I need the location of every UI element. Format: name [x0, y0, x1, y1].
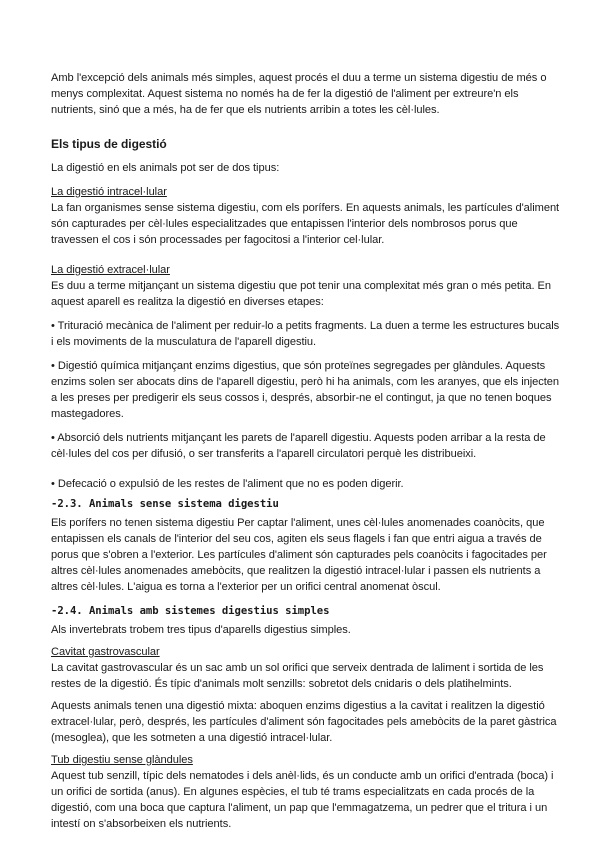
intro-paragraph: Amb l'excepció dels animals més simples, aquest procés el duu a terme un sistema digestiu de més o menys complexitat. Aquest sistema no només ha de fer la digestió de l'aliment per extreure'n els nutrients, sinó que a més, ha de fer que els nutrients arribin a totes les cèl·lules.: [51, 72, 547, 116]
section-heading-2-3: -2.3. Animals sense sistema digestiu: [51, 498, 279, 510]
section-heading-2-4: -2.4. Animals amb sistemes digestius simples: [51, 605, 330, 617]
bullet-trituracio: • Trituració mecànica de l'aliment per reduir-lo a petits fragments. La duen a terme les estructures bucals i els moviments de la musculatura de l'aparell digestiu.: [51, 320, 560, 348]
section-2-3-text: Els porífers no tenen sistema digestiu Per captar l'aliment, unes cèl·lules anomenades coanòcits, que entapissen els canals de l'interior del seu cos, agiten els seus flagels i fan que entri aigua a través de porus que s'obren a l'exterior. Les partícules d'aliment són capturades pels coanòcits i fagocitades per altres cèl·lules anomenades amebòcits, que realitzen la digestió intracel·lular i passen els nutrients a altres cèl·lules. L'aigua es torna a l'exterior per un orifici central anomenat òscul.: [51, 517, 547, 593]
intracellular-title: La digestió intracel·lular: [51, 186, 167, 198]
intracellular-block: [51, 184, 560, 248]
cavitat-title: Cavitat gastrovascular: [51, 646, 160, 658]
extracellular-block: [51, 262, 560, 492]
tub-block: [51, 752, 560, 832]
bullet-defecacio: • Defecació o expulsió de les restes de l'aliment que no es poden digerir.: [51, 478, 404, 490]
tub-title: Tub digestiu sense glàndules: [51, 754, 193, 766]
intracellular-text: La fan organismes sense sistema digestiu, com els porífers. En aquests animals, les partícules d'aliment són capturades per cèl·lules especialitzades que entapissen l'interior dels nombrosos porus que travessen el cos i són processades per fagocitosi a l'interior cel·lular.: [51, 202, 560, 246]
cavitat-text-2: Aquests animals tenen una digestió mixta: aboquen enzims digestius a la cavitat i realitzen la digestió extracel·lular, però, després, les partícules d'aliment són fagocitades pels amebòcits de la paret gàstrica (mesoglea), que les sotmeten a una digestió intracel·lular.: [51, 700, 557, 744]
tub-text: Aquest tub senzill, típic dels nematodes i dels anèl·lids, és un conducte amb un orifici d'entrada (boca) i un orifici de sortida (anus). En algunes espècies, el tub té trams especialitzats en cada procés de la digestió, com una boca que captura l'aliment, un pap que l'emmagatzema, un pedrer que el tritura i un intestí on s'absorbeixen els nutrients.: [51, 770, 554, 830]
extracellular-title: La digestió extracel·lular: [51, 264, 170, 276]
cavitat-block: [51, 644, 560, 746]
bullet-absorcio: • Absorció dels nutrients mitjançant les parets de l'aparell digestiu. Aquests poden arribar a la resta de cèl·lules del cos per difusió, o ser transferits a l'aparell circulatori perquè les distribueixi.: [51, 432, 546, 460]
extracellular-text: Es duu a terme mitjançant un sistema digestiu que pot tenir una complexitat més gran o més petita. En aquest aparell es realitza la digestió en diverses etapes:: [51, 280, 551, 308]
bullet-digestio-quimica: • Digestió química mitjançant enzims digestius, que són proteïnes segregades per glàndules. Aquests enzims solen ser abocats dins de l'aparell digestiu, però hi ha animals, com les aranyes, que els injecten a les preses per predigerir els seus cossos i, després, absorbir-ne el contingut, ja que no tenen boques mastegadores.: [51, 360, 560, 420]
tipus-lead: La digestió en els animals pot ser de dos tipus:: [51, 162, 280, 174]
section-heading-tipus: Els tipus de digestió: [51, 137, 167, 151]
section-2-4-lead: Als invertebrats trobem tres tipus d'aparells digestius simples.: [51, 624, 351, 636]
cavitat-text: La cavitat gastrovascular és un sac amb un sol orifici que serveix dentrada de laliment i sortida de les restes de la digestió. És típic d'animals molt senzills: sobretot dels cnidaris o dels platihelmints.: [51, 662, 544, 690]
